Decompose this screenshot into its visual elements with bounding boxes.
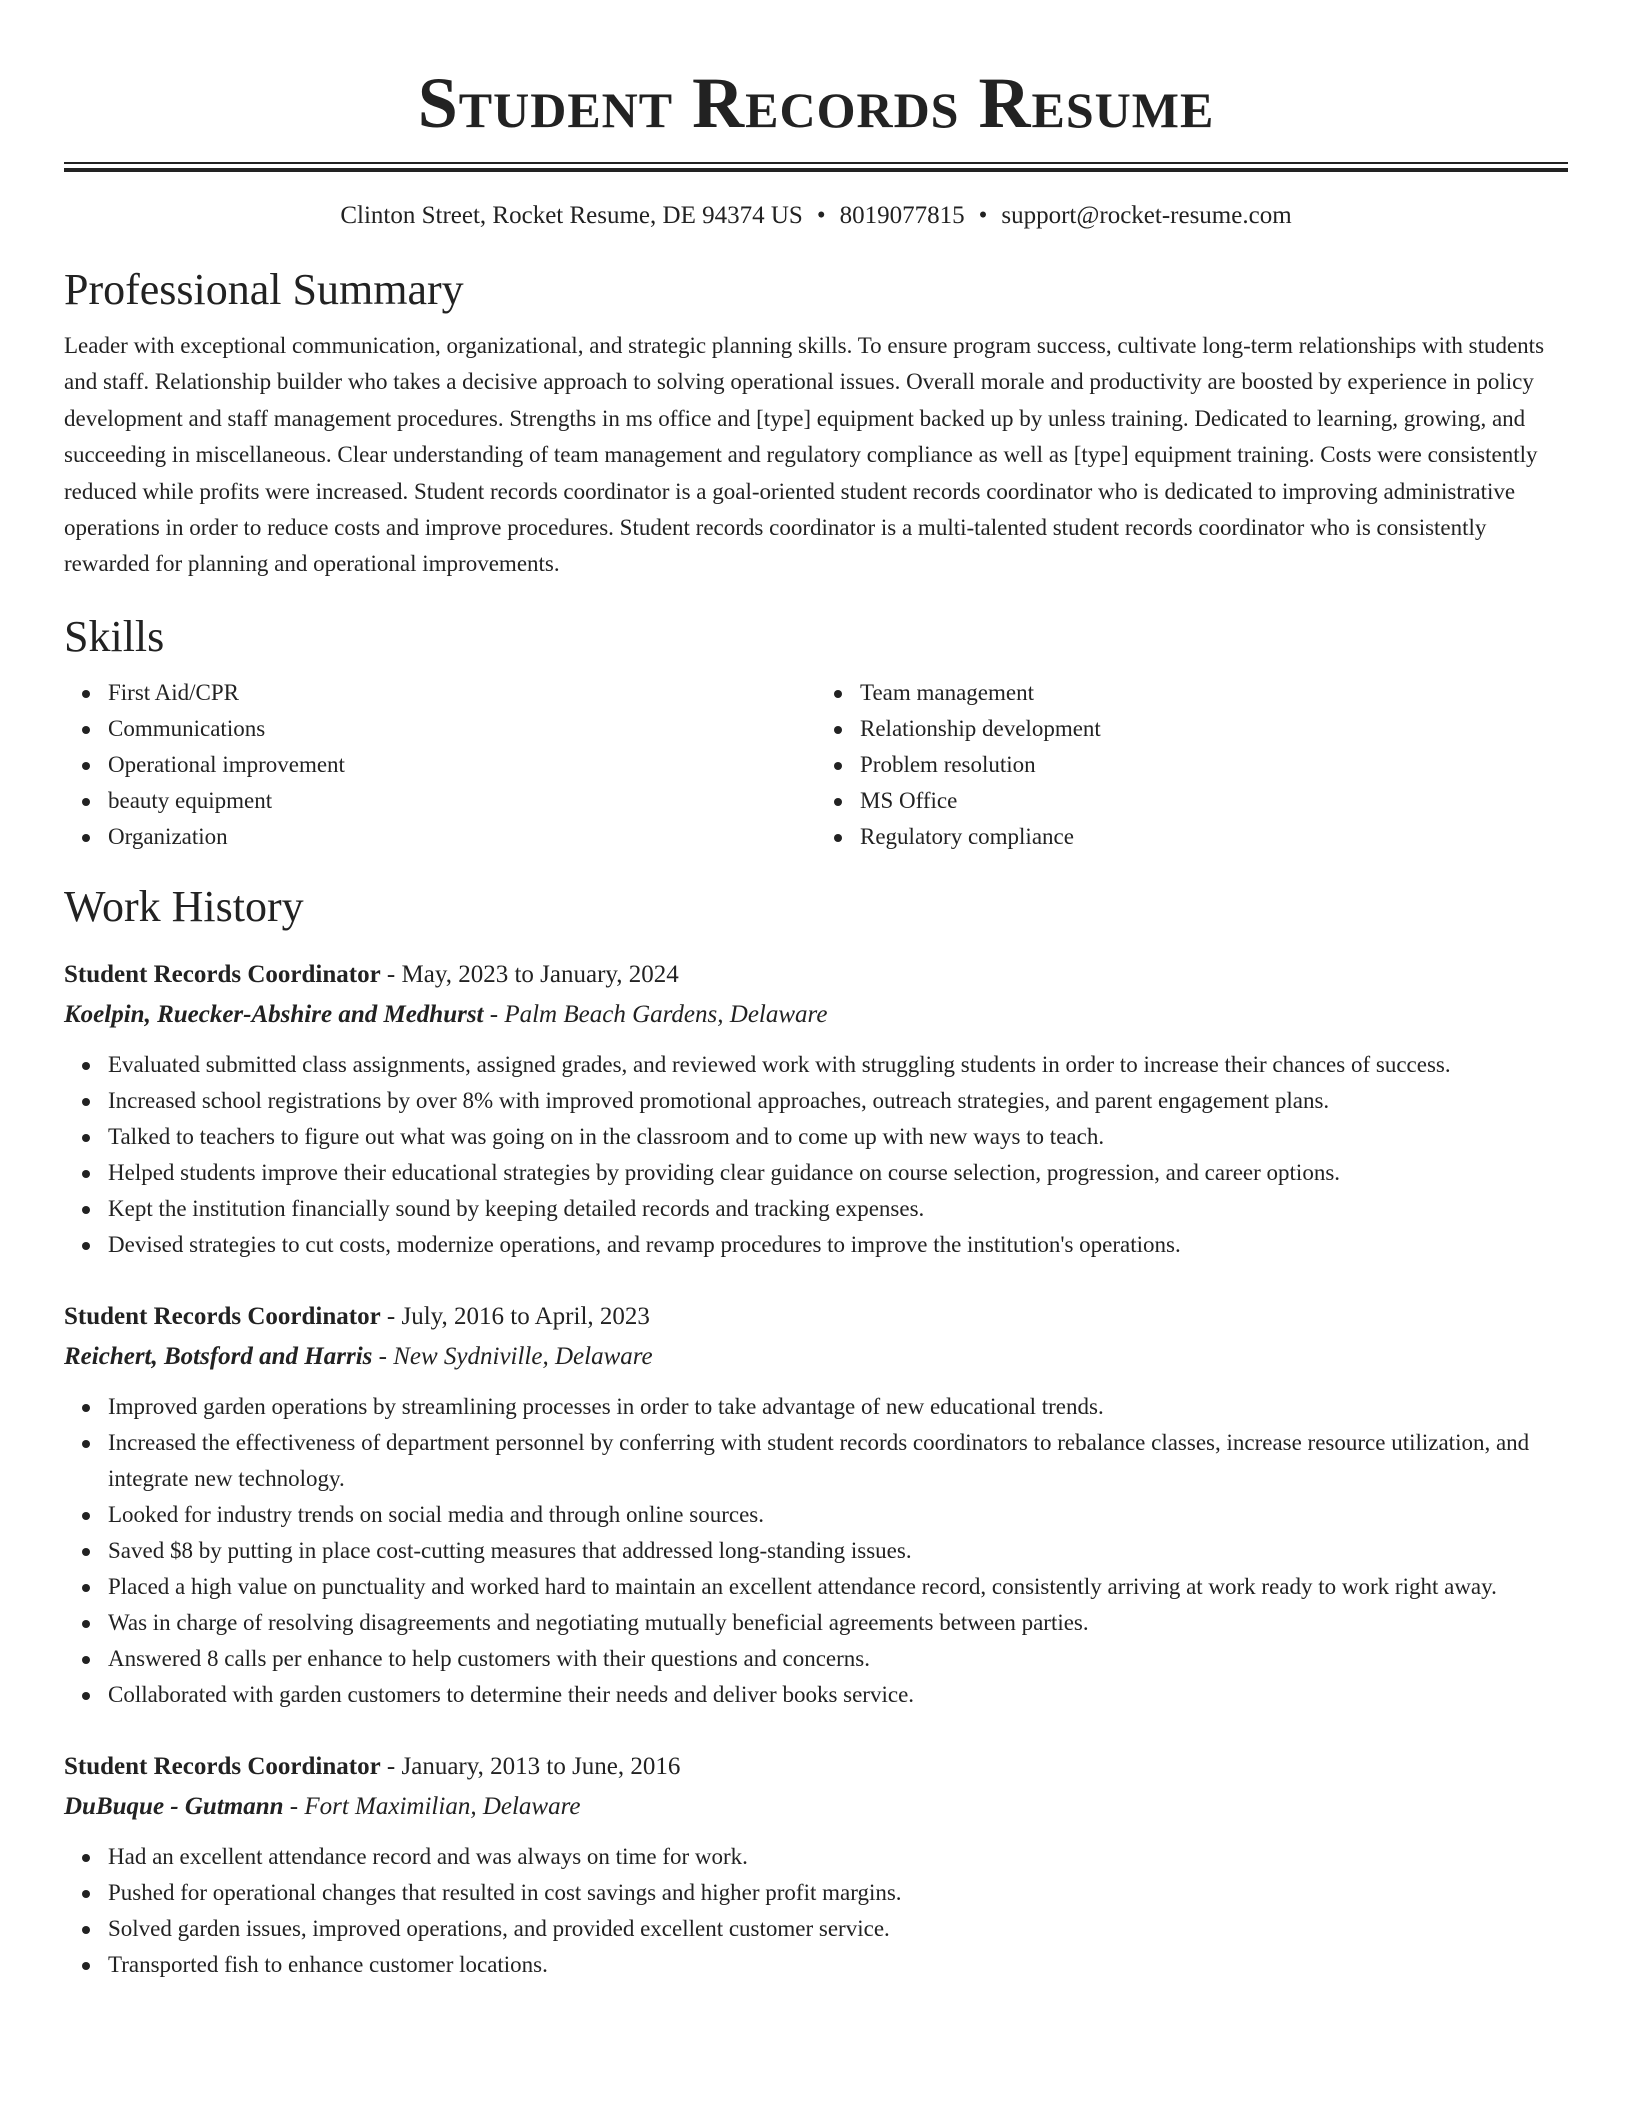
job-company: DuBuque - Gutmann [64, 1792, 284, 1820]
skill-item: Team management [860, 675, 1568, 711]
job-dash: - [386, 1302, 396, 1330]
skill-item: Relationship development [860, 711, 1568, 747]
job-bullet: Talked to teachers to figure out what was going on in the classroom and to come up with new ways to teach. [108, 1119, 1568, 1155]
job-title-line [64, 955, 1568, 995]
job-bullet: Helped students improve their educational strategies by providing clear guidance on course selection, progression, and career options. [108, 1155, 1568, 1191]
skill-item: Organization [108, 819, 816, 855]
job-dash: - [378, 1342, 387, 1370]
job-dates: January, 2013 to June, 2016 [401, 1752, 681, 1780]
contact-email: support@rocket-resume.com [1001, 202, 1292, 229]
resume-title: Student Records Resume [417, 63, 1215, 143]
job-bullet: Increased the effectiveness of department personnel by conferring with student records coordinators to rebalance classes, increase resource utilization, and integrate new technology. [108, 1425, 1568, 1497]
job-bullet: Evaluated submitted class assignments, assigned grades, and reviewed work with struggling students in order to increase their chances of success. [108, 1047, 1568, 1083]
job-company-line [64, 995, 1568, 1035]
contact-phone: 8019077815 [839, 202, 965, 229]
job-bullet: Had an excellent attendance record and was always on time for work. [108, 1839, 1568, 1875]
job-bullet: Answered 8 calls per enhance to help customers with their questions and concerns. [108, 1641, 1568, 1677]
skills-heading: Skills [64, 611, 165, 661]
job-bullets [64, 1839, 1568, 1983]
job-entry [64, 955, 1568, 1263]
skill-item: Communications [108, 711, 816, 747]
contact-line [64, 198, 1568, 234]
contact-separator: • [978, 202, 988, 229]
job-bullets [64, 1047, 1568, 1263]
job-bullet: Increased school registrations by over 8% with improved promotional approaches, outreach strategies, and parent engagement plans. [108, 1083, 1568, 1119]
job-title: Student Records Coordinator [64, 960, 381, 988]
job-bullet: Devised strategies to cut costs, modernize operations, and revamp procedures to improve the institution's operations. [108, 1227, 1568, 1263]
job-company: Koelpin, Ruecker-Abshire and Medhurst [64, 1000, 484, 1028]
job-company-line [64, 1337, 1568, 1377]
job-title-line [64, 1297, 1568, 1337]
job-title: Student Records Coordinator [64, 1752, 381, 1780]
job-location: Palm Beach Gardens, Delaware [504, 1000, 828, 1028]
skill-item: MS Office [860, 783, 1568, 819]
job-bullet: Placed a high value on punctuality and worked hard to maintain an excellent attendance record, consistently arriving at work ready to work right away. [108, 1569, 1568, 1605]
job-bullet: Kept the institution financially sound by keeping detailed records and tracking expenses. [108, 1191, 1568, 1227]
skill-item: beauty equipment [108, 783, 816, 819]
job-bullet: Collaborated with garden customers to determine their needs and deliver books service. [108, 1677, 1568, 1713]
job-entry [64, 1297, 1568, 1713]
skill-item: Problem resolution [860, 747, 1568, 783]
job-dash: - [289, 1792, 299, 1820]
job-bullet: Improved garden operations by streamlining processes in order to take advantage of new educational trends. [108, 1389, 1568, 1425]
title-divider [64, 162, 1568, 172]
job-dash: - [386, 960, 396, 988]
job-bullet: Saved $8 by putting in place cost-cutting measures that addressed long-standing issues. [108, 1533, 1568, 1569]
job-company: Reichert, Botsford and Harris [64, 1342, 373, 1370]
contact-separator: • [816, 202, 826, 229]
job-dash: - [386, 1752, 396, 1780]
summary-text: Leader with exceptional communication, organizational, and strategic planning skills. To ensure program success, cultivate long-term relationships with students and staff. Relationship builder who takes a decisive approach to solving operational issues. Overall morale and productivity are boosted by experience in policy development and staff management procedures. Strengths in ms office and [type] equipment backed up by unless training. Dedicated to learning, growing, and succeeding in miscellaneous. Clear understanding of team management and regulatory compliance as well as [type] equipment training. Costs were consistently reduced while profits were increased. Student records coordinator is a goal-oriented student records coordinator who is dedicated to improving administrative operations in order to reduce costs and improve procedures. Student records coordinator is a multi-talented student records coordinator who is consistently rewarded for planning and operational improvements. [64, 333, 1545, 577]
skills-list [64, 675, 1568, 855]
skill-item: Operational improvement [108, 747, 816, 783]
skill-item: First Aid/CPR [108, 675, 816, 711]
job-bullet: Pushed for operational changes that resulted in cost savings and higher profit margins. [108, 1875, 1568, 1911]
job-dates: July, 2016 to April, 2023 [401, 1302, 650, 1330]
job-bullets [64, 1389, 1568, 1713]
job-dates: May, 2023 to January, 2024 [401, 960, 679, 988]
skills-column-right [816, 675, 1568, 855]
job-bullet: Was in charge of resolving disagreements and negotiating mutually beneficial agreements between parties. [108, 1605, 1568, 1641]
job-entry [64, 1747, 1568, 1983]
job-title: Student Records Coordinator [64, 1302, 381, 1330]
job-location: New Sydniville, Delaware [393, 1342, 653, 1370]
job-bullet: Looked for industry trends on social media and through online sources. [108, 1497, 1568, 1533]
summary-heading: Professional Summary [64, 265, 464, 314]
job-location: Fort Maximilian, Delaware [304, 1792, 581, 1820]
job-title-line [64, 1747, 1568, 1787]
job-bullet: Transported fish to enhance customer locations. [108, 1947, 1568, 1983]
work-history-heading: Work History [64, 881, 304, 931]
skill-item: Regulatory compliance [860, 819, 1568, 855]
contact-address: Clinton Street, Rocket Resume, DE 94374 US [340, 202, 803, 229]
job-dash: - [489, 1000, 499, 1028]
skills-column-left [64, 675, 816, 855]
job-company-line [64, 1787, 1568, 1827]
job-bullet: Solved garden issues, improved operations, and provided excellent customer service. [108, 1911, 1568, 1947]
